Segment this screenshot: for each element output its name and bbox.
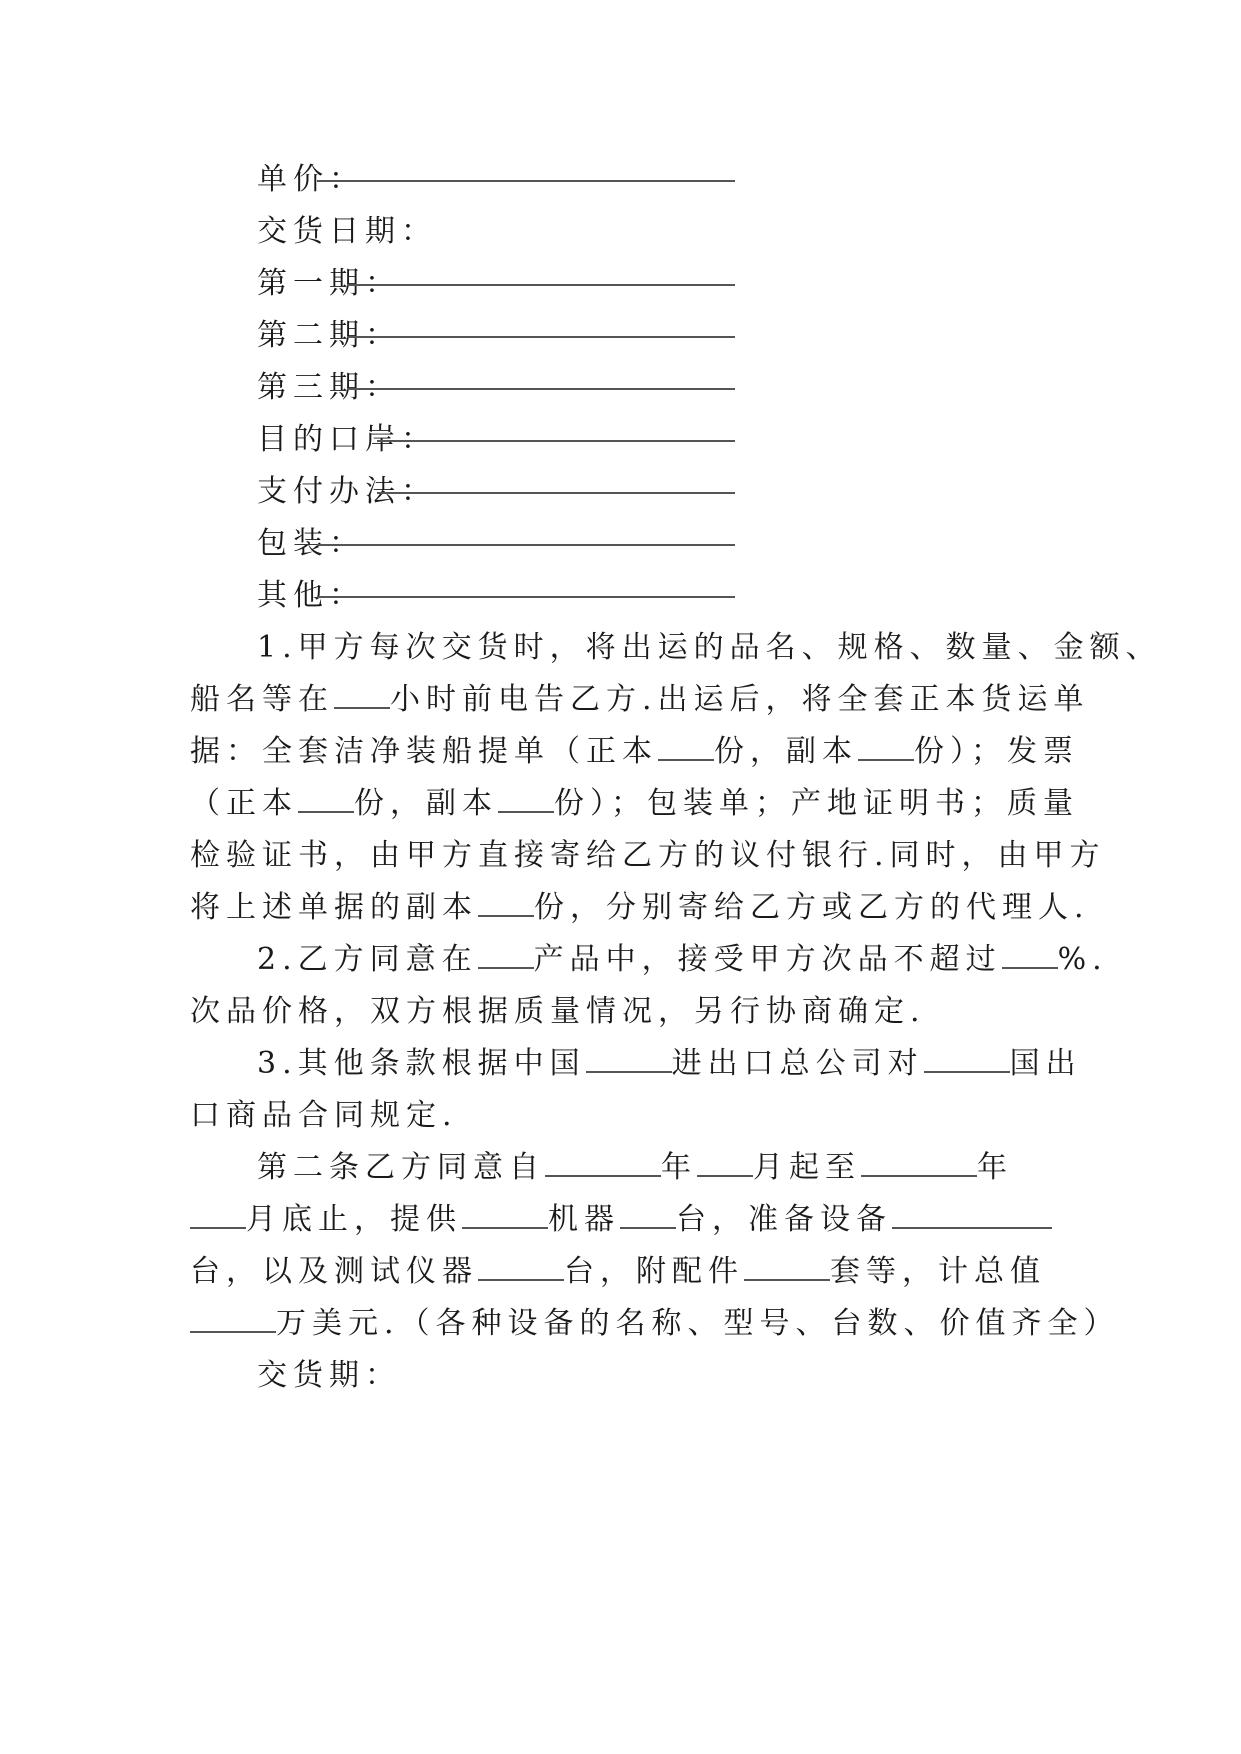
text-run: 月底止，提供 bbox=[246, 1202, 462, 1237]
text-run: 2.乙方同意在 bbox=[257, 942, 478, 977]
field-label: 支付办法： bbox=[257, 474, 437, 509]
clause1-line1 bbox=[257, 628, 1162, 668]
field-label: 第三期： bbox=[257, 370, 401, 405]
text-run: 份）；包装单；产地证明书；质量 bbox=[554, 786, 1079, 821]
blank bbox=[1002, 941, 1058, 969]
text-run: 套等，计总值 bbox=[830, 1254, 1046, 1289]
text-run: 份，分别寄给乙方或乙方的代理人. bbox=[534, 890, 1090, 925]
text-run: 万美元.（各种设备的名称、型号、台数、价值齐全） bbox=[276, 1306, 1120, 1341]
blank bbox=[861, 1149, 977, 1177]
clause1-line5 bbox=[190, 836, 1106, 876]
field-label: 第一期： bbox=[257, 266, 401, 301]
blank bbox=[586, 1045, 672, 1073]
blank bbox=[892, 1201, 1052, 1229]
text-run: 1.甲方每次交货时，将出运的品名、规格、数量、金额、 bbox=[257, 630, 1162, 665]
clause2-line2 bbox=[190, 992, 926, 1032]
article2-line3 bbox=[190, 1252, 1046, 1292]
text-run: 小时前电告乙方.出运后，将全套正本货运单 bbox=[390, 682, 1090, 717]
blank bbox=[478, 941, 534, 969]
blank bbox=[334, 681, 390, 709]
blank bbox=[658, 733, 714, 761]
text-run: %. bbox=[1057, 942, 1108, 977]
blank bbox=[498, 785, 554, 813]
clause1-line3 bbox=[190, 732, 1079, 772]
blank bbox=[744, 1253, 830, 1281]
clause1-line6 bbox=[190, 888, 1090, 928]
blank bbox=[858, 733, 914, 761]
text-run: 将上述单据的副本 bbox=[190, 890, 478, 925]
period-3-blank bbox=[347, 388, 735, 390]
clause3-line1 bbox=[257, 1044, 1082, 1084]
article2-line2 bbox=[190, 1200, 1052, 1240]
clause1-line2 bbox=[190, 680, 1090, 720]
blank bbox=[190, 1201, 246, 1229]
text-run: 年 bbox=[661, 1150, 697, 1185]
article2-line4 bbox=[190, 1304, 1120, 1344]
field-label: 单价： bbox=[257, 162, 365, 197]
text-run: 交货期： bbox=[257, 1358, 401, 1393]
clause3-line2 bbox=[190, 1096, 458, 1136]
text-run: 台，以及测试仪器 bbox=[190, 1254, 478, 1289]
text-run: 口商品合同规定. bbox=[190, 1098, 458, 1133]
text-run: 台，附配件 bbox=[564, 1254, 744, 1289]
blank bbox=[545, 1149, 661, 1177]
field-label: 第二期： bbox=[257, 318, 401, 353]
text-run: 份，副本 bbox=[354, 786, 498, 821]
packaging-blank bbox=[317, 544, 735, 546]
period-1-blank bbox=[347, 284, 735, 286]
text-run: 据：全套洁净装船提单（正本 bbox=[190, 734, 658, 769]
field-label: 目的口岸： bbox=[257, 422, 437, 457]
blank bbox=[478, 1253, 564, 1281]
text-run: 国出 bbox=[1009, 1046, 1082, 1081]
text-run: 3.其他条款根据中国 bbox=[257, 1046, 586, 1081]
text-run: 船名等在 bbox=[190, 682, 334, 717]
other-blank bbox=[317, 596, 735, 598]
blank bbox=[298, 785, 354, 813]
text-run: 月起至 bbox=[753, 1150, 861, 1185]
blank bbox=[924, 1045, 1010, 1073]
destination-port-blank bbox=[377, 440, 735, 442]
text-run: 台，准备设备 bbox=[676, 1202, 892, 1237]
field-label: 包装： bbox=[257, 526, 365, 561]
text-run: 次品价格，双方根据质量情况，另行协商确定. bbox=[190, 994, 926, 1029]
clause1-line4 bbox=[190, 784, 1079, 824]
text-run: 份，副本 bbox=[714, 734, 858, 769]
blank bbox=[190, 1305, 276, 1333]
text-run: 检验证书，由甲方直接寄给乙方的议付银行.同时，由甲方 bbox=[190, 838, 1106, 873]
blank bbox=[478, 889, 534, 917]
payment-method-blank bbox=[377, 492, 735, 494]
field-label: 其他： bbox=[257, 578, 365, 613]
text-run: 年 bbox=[977, 1150, 1013, 1185]
clause2-line1 bbox=[257, 940, 1108, 980]
text-run: 第二条乙方同意自 bbox=[257, 1150, 545, 1185]
article2-line1 bbox=[257, 1148, 1013, 1188]
text-run: （正本 bbox=[190, 786, 298, 821]
blank bbox=[462, 1201, 548, 1229]
blank bbox=[620, 1201, 676, 1229]
unit-price-blank bbox=[317, 180, 735, 182]
field-label: 交货日期： bbox=[257, 214, 437, 249]
text-run: 机器 bbox=[548, 1202, 620, 1237]
text-run: 产品中，接受甲方次品不超过 bbox=[533, 942, 1002, 977]
text-run: 进出口总公司对 bbox=[671, 1046, 924, 1081]
period-2-blank bbox=[347, 336, 735, 338]
blank bbox=[697, 1149, 753, 1177]
field-delivery-date bbox=[257, 212, 437, 252]
text-run: 份）；发票 bbox=[914, 734, 1079, 769]
delivery-period-label bbox=[257, 1356, 401, 1396]
